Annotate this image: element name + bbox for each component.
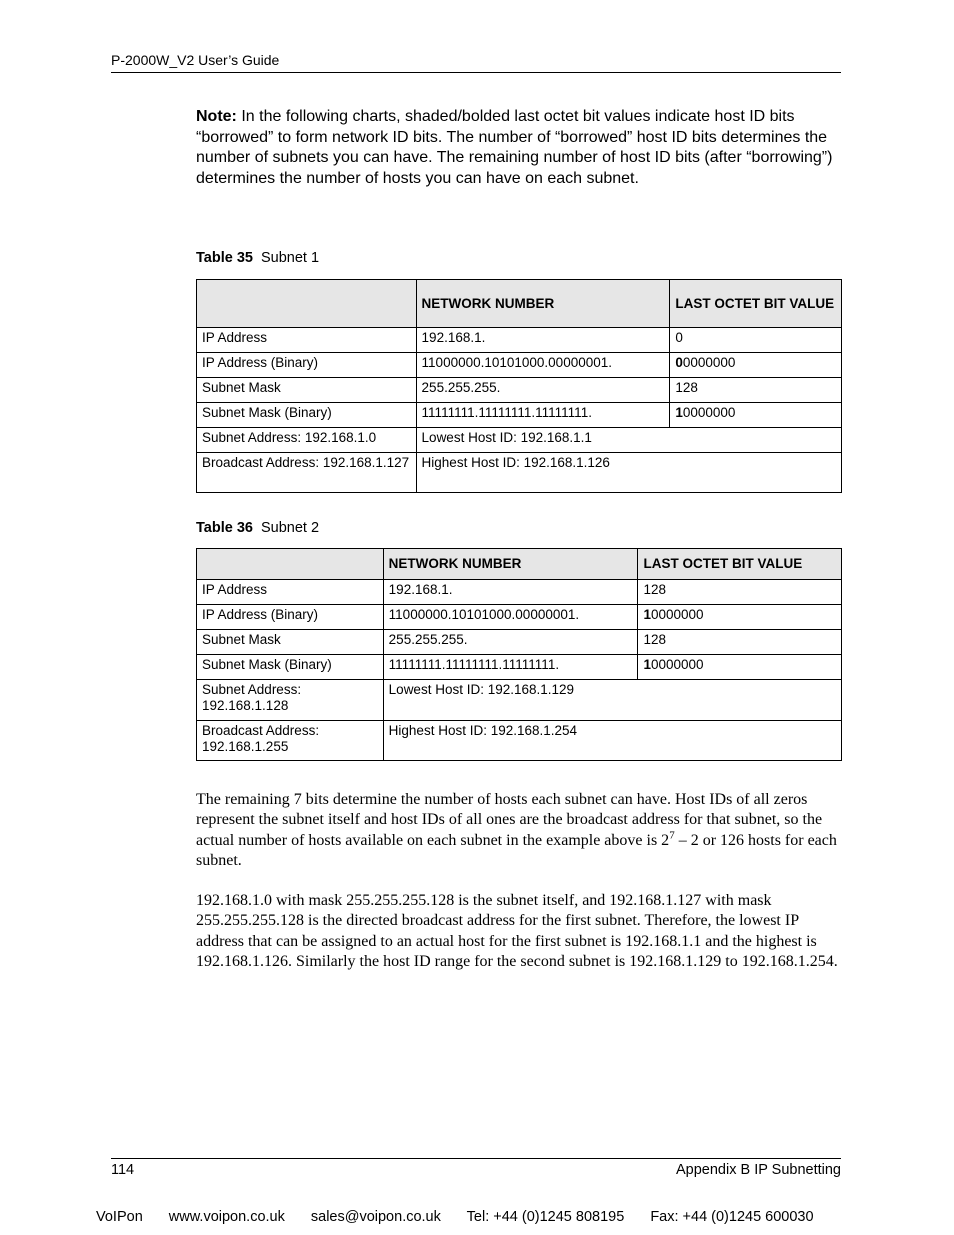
lowest-host-id: Lowest Host ID: 192.168.1.129 <box>383 680 841 721</box>
remaining-bits: 0 <box>675 330 683 345</box>
subnet-address: Subnet Address: 192.168.1.0 <box>197 428 417 453</box>
remaining-bits: 0000000 <box>650 657 704 672</box>
row-label: IP Address (Binary) <box>197 353 417 378</box>
table-row <box>197 680 842 721</box>
last-octet-bit-value <box>638 605 842 630</box>
remaining-bits: 128 <box>643 582 666 597</box>
last-octet-bit-value <box>670 403 842 428</box>
highest-host-id: Highest Host ID: 192.168.1.254 <box>383 721 841 761</box>
header-divider <box>111 72 841 73</box>
footer-divider <box>111 1158 841 1159</box>
row-label: Subnet Mask <box>197 378 417 403</box>
borrowed-bits: 1 <box>643 607 651 622</box>
table35-header-cell: LAST OCTET BIT VALUE <box>670 280 842 328</box>
row-label: Subnet Mask <box>197 630 384 655</box>
table36-header-cell: LAST OCTET BIT VALUE <box>638 549 842 580</box>
table36 <box>196 548 842 761</box>
para1-exponent: 7 <box>669 829 675 842</box>
email-text: sales@voipon.co.uk <box>310 1209 441 1225</box>
remaining-bits: 128 <box>675 380 698 395</box>
network-number: 192.168.1. <box>383 580 638 605</box>
network-number: 11000000.10101000.00000001. <box>383 605 638 630</box>
table-row <box>197 580 842 605</box>
last-octet-bit-value <box>638 580 842 605</box>
remaining-bits: 0000000 <box>682 405 736 420</box>
page-number: 114 <box>111 1162 135 1178</box>
contact-line <box>96 1209 814 1225</box>
network-number: 11111111.11111111.11111111. <box>416 403 670 428</box>
para1-text: The remaining 7 bits determine the number of hosts each subnet can have. Host IDs of all zeros represent the subnet itself and host IDs of all ones are the broadcast address for that subnet, so the actual number of hosts available on each subnet in the example above is 2 <box>196 791 823 849</box>
last-octet-bit-value <box>638 630 842 655</box>
borrowed-bits: 1 <box>675 405 683 420</box>
remaining-bits: 128 <box>643 632 666 647</box>
table-row <box>197 655 842 680</box>
network-number: 11000000.10101000.00000001. <box>416 353 670 378</box>
last-octet-bit-value <box>670 328 842 353</box>
remaining-bits: 0000000 <box>650 607 704 622</box>
row-label: IP Address <box>197 580 384 605</box>
para1-text-end: – 2 or 126 hosts for each subnet. <box>196 831 837 870</box>
last-octet-bit-value <box>638 655 842 680</box>
broadcast-address: Broadcast Address: 192.168.1.255 <box>197 721 384 761</box>
table-row <box>197 605 842 630</box>
table-row <box>197 453 842 493</box>
company-name: VoIPon <box>96 1209 143 1225</box>
table-row <box>197 328 842 353</box>
table36-caption <box>196 520 319 536</box>
table35-header-cell: NETWORK NUMBER <box>416 280 670 328</box>
last-octet-bit-value <box>670 353 842 378</box>
table-row <box>197 630 842 655</box>
table35-header-row <box>197 280 842 328</box>
table36-header-cell: NETWORK NUMBER <box>383 549 638 580</box>
lowest-host-id: Lowest Host ID: 192.168.1.1 <box>416 428 841 453</box>
row-label: IP Address <box>197 328 417 353</box>
note-text: In the following charts, shaded/bolded last octet bit values indicate host ID bits “borrowed” to form network ID bits. The number of “borrowed” host ID bits determines the number of subnets you can have. The remaining number of host ID bits (after “borrowing”) determines the number of hosts you can have on each subnet. <box>196 108 833 187</box>
running-header-title: P-2000W_V2 User’s Guide <box>111 52 280 68</box>
note-paragraph <box>196 107 846 189</box>
network-number: 192.168.1. <box>416 328 670 353</box>
borrowed-bits: 0 <box>675 355 683 370</box>
note-label: Note: <box>196 108 237 125</box>
table36-label: Table 36 <box>196 520 253 536</box>
table35-label: Table 35 <box>196 250 253 266</box>
table-row <box>197 721 842 761</box>
footer-section-title: Appendix B IP Subnetting <box>676 1162 841 1178</box>
network-number: 11111111.11111111.11111111. <box>383 655 638 680</box>
table35-title: Subnet 1 <box>260 250 320 266</box>
table36-header-row <box>197 549 842 580</box>
row-label: IP Address (Binary) <box>197 605 384 630</box>
table35 <box>196 279 842 493</box>
broadcast-address: Broadcast Address: 192.168.1.127 <box>197 453 417 493</box>
table-row <box>197 403 842 428</box>
table36-header-cell <box>197 549 384 580</box>
network-number: 255.255.255. <box>416 378 670 403</box>
network-number: 255.255.255. <box>383 630 638 655</box>
telephone-text: Tel: +44 (0)1245 808195 <box>466 1209 625 1225</box>
borrowed-bits: 1 <box>643 657 651 672</box>
body-paragraph-hosts <box>196 790 844 872</box>
table-row <box>197 378 842 403</box>
highest-host-id: Highest Host ID: 192.168.1.126 <box>416 453 841 493</box>
table-row <box>197 428 842 453</box>
table36-title: Subnet 2 <box>260 520 320 536</box>
last-octet-bit-value <box>670 378 842 403</box>
row-label: Subnet Mask (Binary) <box>197 655 384 680</box>
remaining-bits: 0000000 <box>682 355 736 370</box>
table35-caption <box>196 250 319 266</box>
table35-header-cell <box>197 280 417 328</box>
row-label: Subnet Mask (Binary) <box>197 403 417 428</box>
subnet-address: Subnet Address: 192.168.1.128 <box>197 680 384 721</box>
table-row <box>197 353 842 378</box>
body-paragraph-ranges: 192.168.1.0 with mask 255.255.255.128 is the subnet itself, and 192.168.1.127 with mask 255.255.255.128 is the directed broadcast address for the first subnet. Therefore, the lowest IP address that can be assigned to an actual host for the first subnet is 192.168.1.1 and the highest is 192.168.1.126. Similarly the host ID range for the second subnet is 192.168.1.129 to 192.168.1.254. <box>196 892 838 971</box>
fax-text: Fax: +44 (0)1245 600030 <box>650 1209 814 1225</box>
website-text: www.voipon.co.uk <box>168 1209 285 1225</box>
